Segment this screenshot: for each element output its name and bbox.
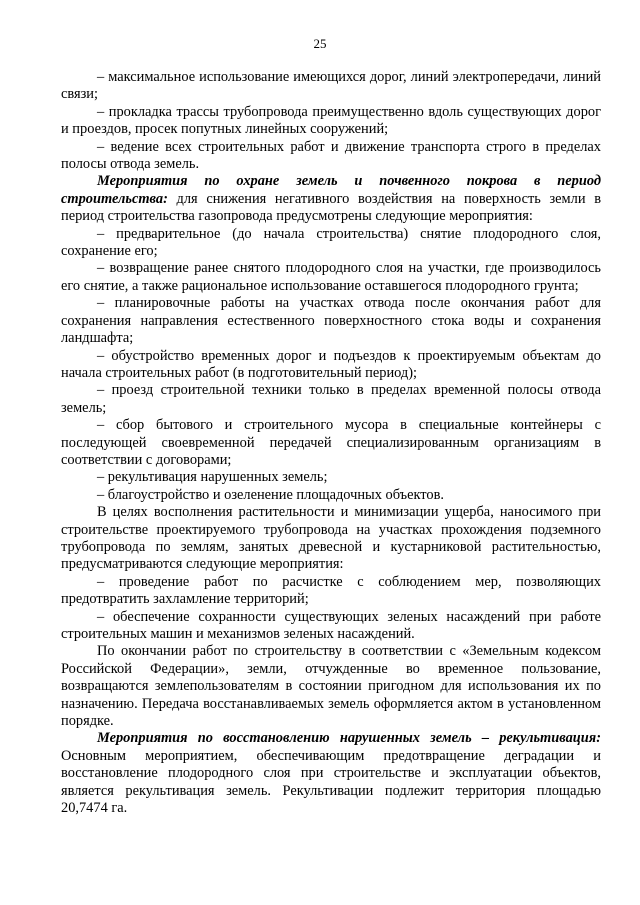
paragraph: Мероприятия по восстановлению нарушенных земель – рекультивация: Основным мероприятием, обеспечивающим предотвращение деградации и восстановление плодородного слоя при строительстве и эксплуатации объектов, является рекультивация земель. Рекультивации подлежит территория площадью 20,7474 га. bbox=[61, 730, 601, 817]
paragraph: В целях восполнения растительности и минимизации ущерба, наносимого при строительстве проектируемого трубопровода на участках прохождения подземного трубопровода по землям, занятых древесной и кустарниковой растительностью, предусматриваются следующие мероприятия: bbox=[61, 504, 601, 573]
paragraph: – прокладка трассы трубопровода преимущественно вдоль существующих дорог и проездов, просек попутных линейных сооружений; bbox=[61, 103, 601, 138]
paragraph: – обустройство временных дорог и подъездов к проектируемым объектам до начала строительных работ (в подготовительный период); bbox=[61, 347, 601, 381]
section-heading: Мероприятия по восстановлению нарушенных земель – рекультивация: bbox=[97, 730, 601, 747]
paragraph: – предварительное (до начала строительства) снятие плодородного слоя, сохранение его; bbox=[61, 225, 601, 260]
paragraph: – благоустройство и озеленение площадочных объектов. bbox=[97, 486, 444, 503]
paragraph: – возвращение ранее снятого плодородного слоя на участки, где производилось его снятие, а также рациональное использование оставшегося плодородного грунта; bbox=[61, 260, 601, 294]
paragraph: – обеспечение сохранности существующих зеленых насаждений при работе строительных машин и механизмов зеленых насаждений. bbox=[61, 608, 601, 642]
paragraph: – максимальное использование имеющихся дорог, линий электропередачи, линий связи; bbox=[61, 69, 601, 103]
paragraph: – планировочные работы на участках отвода после окончания работ для сохранения направления естественного поверхностного стока воды и сохранения ландшафта; bbox=[61, 295, 601, 347]
paragraph: – проведение работ по расчистке с соблюдением мер, позволяющих предотвратить захламление территорий; bbox=[61, 573, 601, 608]
paragraph: – сбор бытового и строительного мусора в специальные контейнеры с последующей своевременной передачей специализированным организациям в соответствии с договорами; bbox=[61, 417, 601, 468]
paragraph: По окончании работ по строительству в соответствии с «Земельным кодексом Российской Федерации», земли, отчужденные во временное пользование, возвращаются землепользователям в состоянии пригодном для использования их по назначению. Передача восстанавливаемых земель оформляется актом в установленном порядке. bbox=[61, 643, 601, 730]
paragraph: – проезд строительной техники только в пределах временной полосы отвода земель; bbox=[61, 382, 601, 416]
section-heading: Мероприятия по охране земель и почвенного покрова в период строительства: bbox=[61, 173, 601, 207]
paragraph: Мероприятия по охране земель и почвенного покрова в период строительства: для снижения негативного воздействия на поверхность земли в период строительства газопровода предусмотрены следующие мероприятия: bbox=[61, 173, 601, 225]
document-body bbox=[61, 69, 601, 817]
page-number: 25 bbox=[313, 36, 327, 51]
paragraph: – ведение всех строительных работ и движение транспорта строго в пределах полосы отвода земель. bbox=[61, 138, 601, 173]
paragraph: – рекультивация нарушенных земель; bbox=[97, 469, 328, 486]
